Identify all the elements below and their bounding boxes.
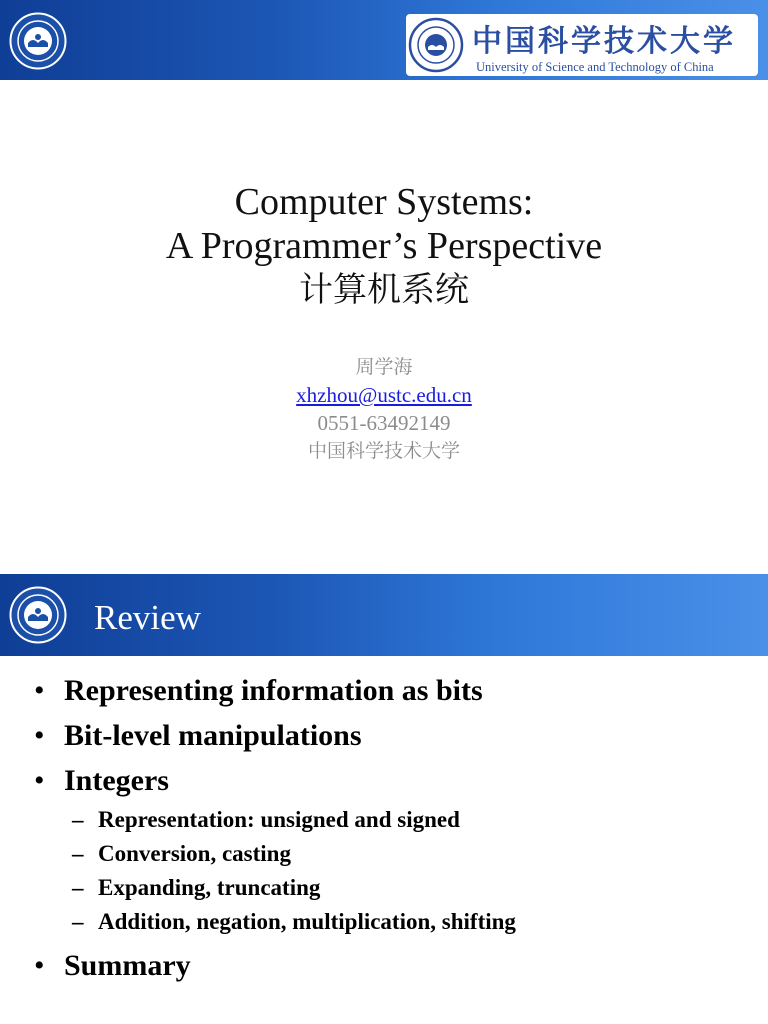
phone-number: 0551-63492149: [317, 411, 451, 435]
bullet-item: [34, 943, 754, 988]
sub-bullet-text: Expanding, truncating: [98, 875, 321, 900]
sub-bullet-text: Representation: unsigned and signed: [98, 807, 460, 832]
title-line-chinese: 计算机系统: [299, 270, 469, 310]
bullet-text: Bit-level manipulations: [64, 719, 362, 752]
university-seal-icon: [9, 12, 67, 70]
sub-bullet-marker: –: [72, 909, 84, 934]
university-name-chinese: 中国科学技术大学: [472, 24, 736, 59]
title-line-2: A Programmer’s Perspective: [165, 225, 603, 267]
university-seal-icon: [9, 586, 67, 644]
sub-bullet-marker: –: [72, 875, 84, 900]
author-institution: 中国科学技术大学: [307, 440, 460, 462]
title-line-1: Computer Systems:: [234, 181, 534, 223]
university-logo-seal-icon: [408, 17, 464, 73]
bullet-item: [34, 713, 754, 758]
university-logo: [406, 14, 758, 76]
sub-bullet-marker: –: [72, 841, 84, 866]
sub-bullet-item: [34, 837, 754, 871]
review-slide: [0, 574, 768, 1024]
sub-bullet-item: [34, 871, 754, 905]
university-name-english: University of Science and Technology of China: [476, 60, 714, 74]
slide-title: [0, 180, 768, 312]
header-banner: [0, 0, 768, 80]
bullet-item: [34, 668, 754, 713]
sub-bullet-item: [34, 905, 754, 939]
email-link[interactable]: xhzhou@ustc.edu.cn: [296, 383, 472, 407]
header-banner: [0, 574, 768, 656]
author-name: 周学海: [355, 356, 413, 378]
bullet-text: Summary: [64, 949, 191, 982]
sub-bullet-text: Conversion, casting: [98, 841, 291, 866]
bullet-text: Integers: [64, 764, 169, 797]
author-contact: [0, 353, 768, 465]
bullet-text: Representing information as bits: [64, 674, 483, 707]
bullet-marker: •: [34, 719, 45, 752]
bullet-marker: •: [34, 764, 45, 797]
sub-bullet-marker: –: [72, 807, 84, 832]
bullet-marker: •: [34, 674, 45, 707]
sub-bullet-text: Addition, negation, multiplication, shifting: [98, 909, 516, 934]
slide-title: Review: [94, 598, 201, 637]
bullet-marker: •: [34, 949, 45, 982]
bullet-list: [34, 668, 754, 988]
bullet-item: [34, 758, 754, 803]
sub-bullet-item: [34, 803, 754, 837]
